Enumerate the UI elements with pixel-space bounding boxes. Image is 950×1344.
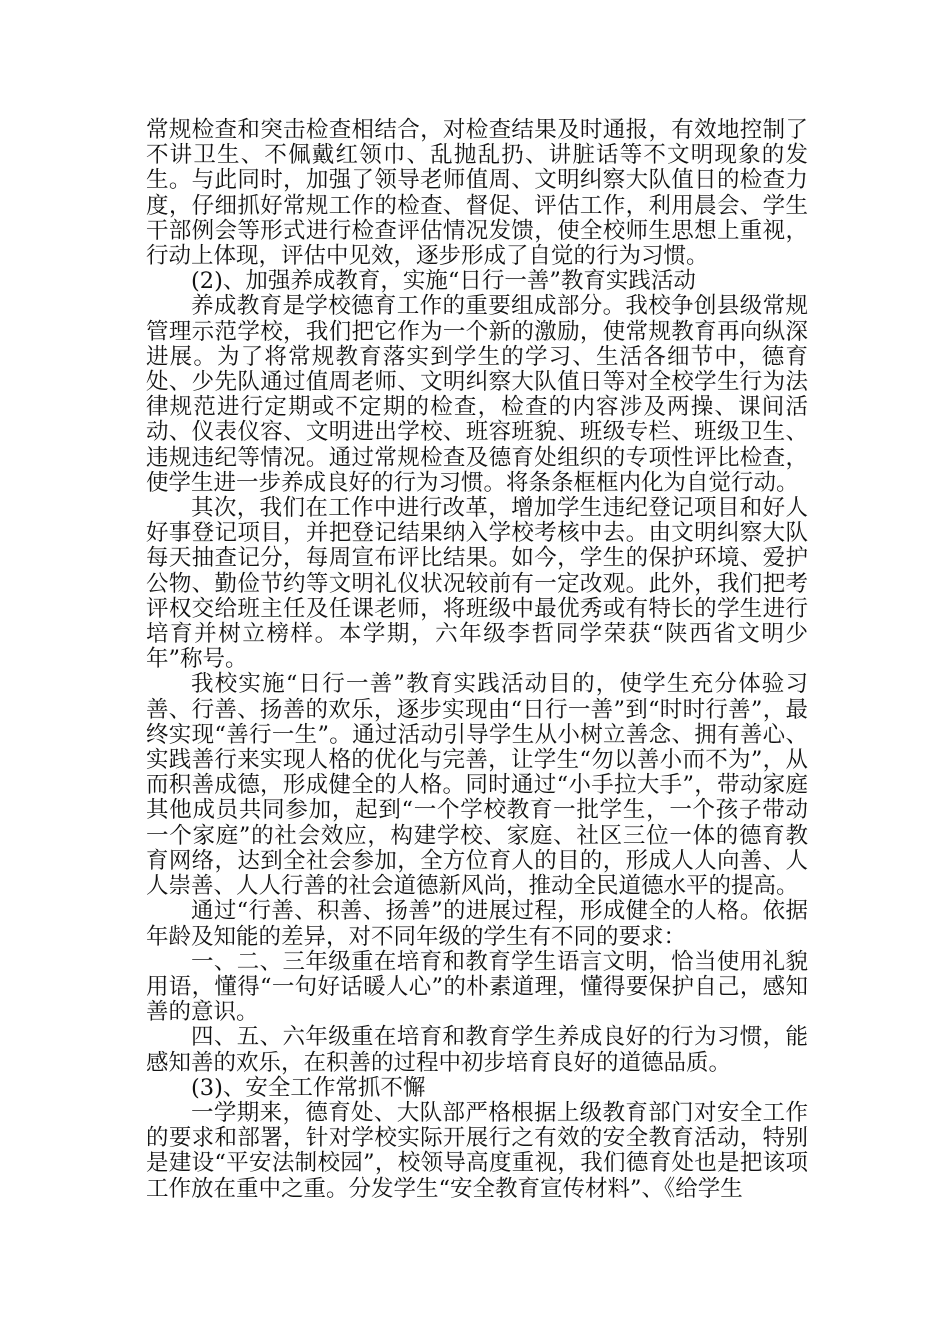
paragraph-continuation: 常规检查和突击检查相结合，对检查结果及时通报，有效地控制了不讲卫生、不佩戴红领巾、乱抛乱扔、讲脏话等不文明现象的发生。与此同时，加强了领导老师值周、文明纠察大队值日的检查力度，仔细抓好常规工作的检查、督促、评估工作，利用晨会、学生干部例会等形式进行检查评估情况发馈，使全校师生思想上重视，行动上体现，评估中见效，逐步形成了自觉的行为习惯。 [146, 117, 808, 270]
paragraph-daily-good-deed: 我校实施“日行一善”教育实践活动目的，使学生充分体验习善、行善、扬善的欢乐，逐步实现由“日行一善”到“时时行善”，最终实现“善行一生”。通过活动引导学生从小树立善念、拥有善心、实践善行来实现人格的优化与完善，让学生“勿以善小而不为”，从而积善成德，形成健全的人格。同时通过“小手拉大手”，带动家庭其他成员共同参加，起到“一个学校教育一批学生，一个孩子带动一个家庭”的社会效应，构建学校、家庭、社区三位一体的德育教育网络，达到全社会参加，全方位育人的目的，形成人人向善、人人崇善、人人行善的社会道德新风尚，推动全民道德水平的提高。 [146, 671, 808, 900]
document-body [146, 118, 808, 1202]
paragraph-upper-grades: 四、五、六年级重在培育和教育学生养成良好的行为习惯，能感知善的欢乐，在积善的过程中初步培育良好的道德品质。 [146, 1024, 808, 1076]
section-heading-2: (2)、加强养成教育，实施“日行一善”教育实践活动 [191, 268, 696, 295]
paragraph-habit-education: 养成教育是学校德育工作的重要组成部分。我校争创县级常规管理示范学校，我们把它作为一个新的激励，使常规教育再向纵深进展。为了将常规教育落实到学生的学习、生活各细节中，德育处、少先队通过值周老师、文明纠察大队值日等对全校学生行为法律规范进行定期或不定期的检查，检查的内容涉及两操、课间活动、仪表仪容、文明进出学校、班容班貌、班级专栏、班级卫生、违规违纪等情况。通过常规检查及德育处组织的专项性评比检查，使学生进一步养成良好的行为习惯。将条条框框内化为自觉行动。 [146, 293, 808, 496]
section-heading-3: (3)、安全工作常抓不懈 [191, 1074, 426, 1101]
paragraph-safety: 一学期来，德育处、大队部严格根据上级教育部门对安全工作的要求和部署，针对学校实际开展行之有效的安全教育活动，特别是建设“平安法制校园”，校领导高度重视，我们德育处也是把该项工作放在重中之重。分发学生“安全教育宣传材料”、《给学生 [146, 1099, 808, 1202]
paragraph-lower-grades: 一、二、三年级重在培育和教育学生语言文明，恰当使用礼貌用语，懂得“一句好话暖人心”的朴素道理，懂得要保护自己，感知善的意识。 [146, 948, 808, 1026]
paragraph-reform: 其次，我们在工作中进行改革，增加学生违纪登记项目和好人好事登记项目，并把登记结果纳入学校考核中去。由文明纠察大队每天抽查记分，每周宣布评比结果。如今，学生的保护环境、爱护公物、勤俭节约等文明礼仪状况较前有一定改观。此外，我们把考评权交给班主任及任课老师，将班级中最优秀或有特长的学生进行培育并树立榜样。本学期，六年级李哲同学荣获“陕西省文明少年”称号。 [146, 495, 808, 673]
paragraph-grade-requirements: 通过“行善、积善、扬善”的进展过程，形成健全的人格。依据年龄及知能的差异，对不同年级的学生有不同的要求： [146, 898, 808, 950]
